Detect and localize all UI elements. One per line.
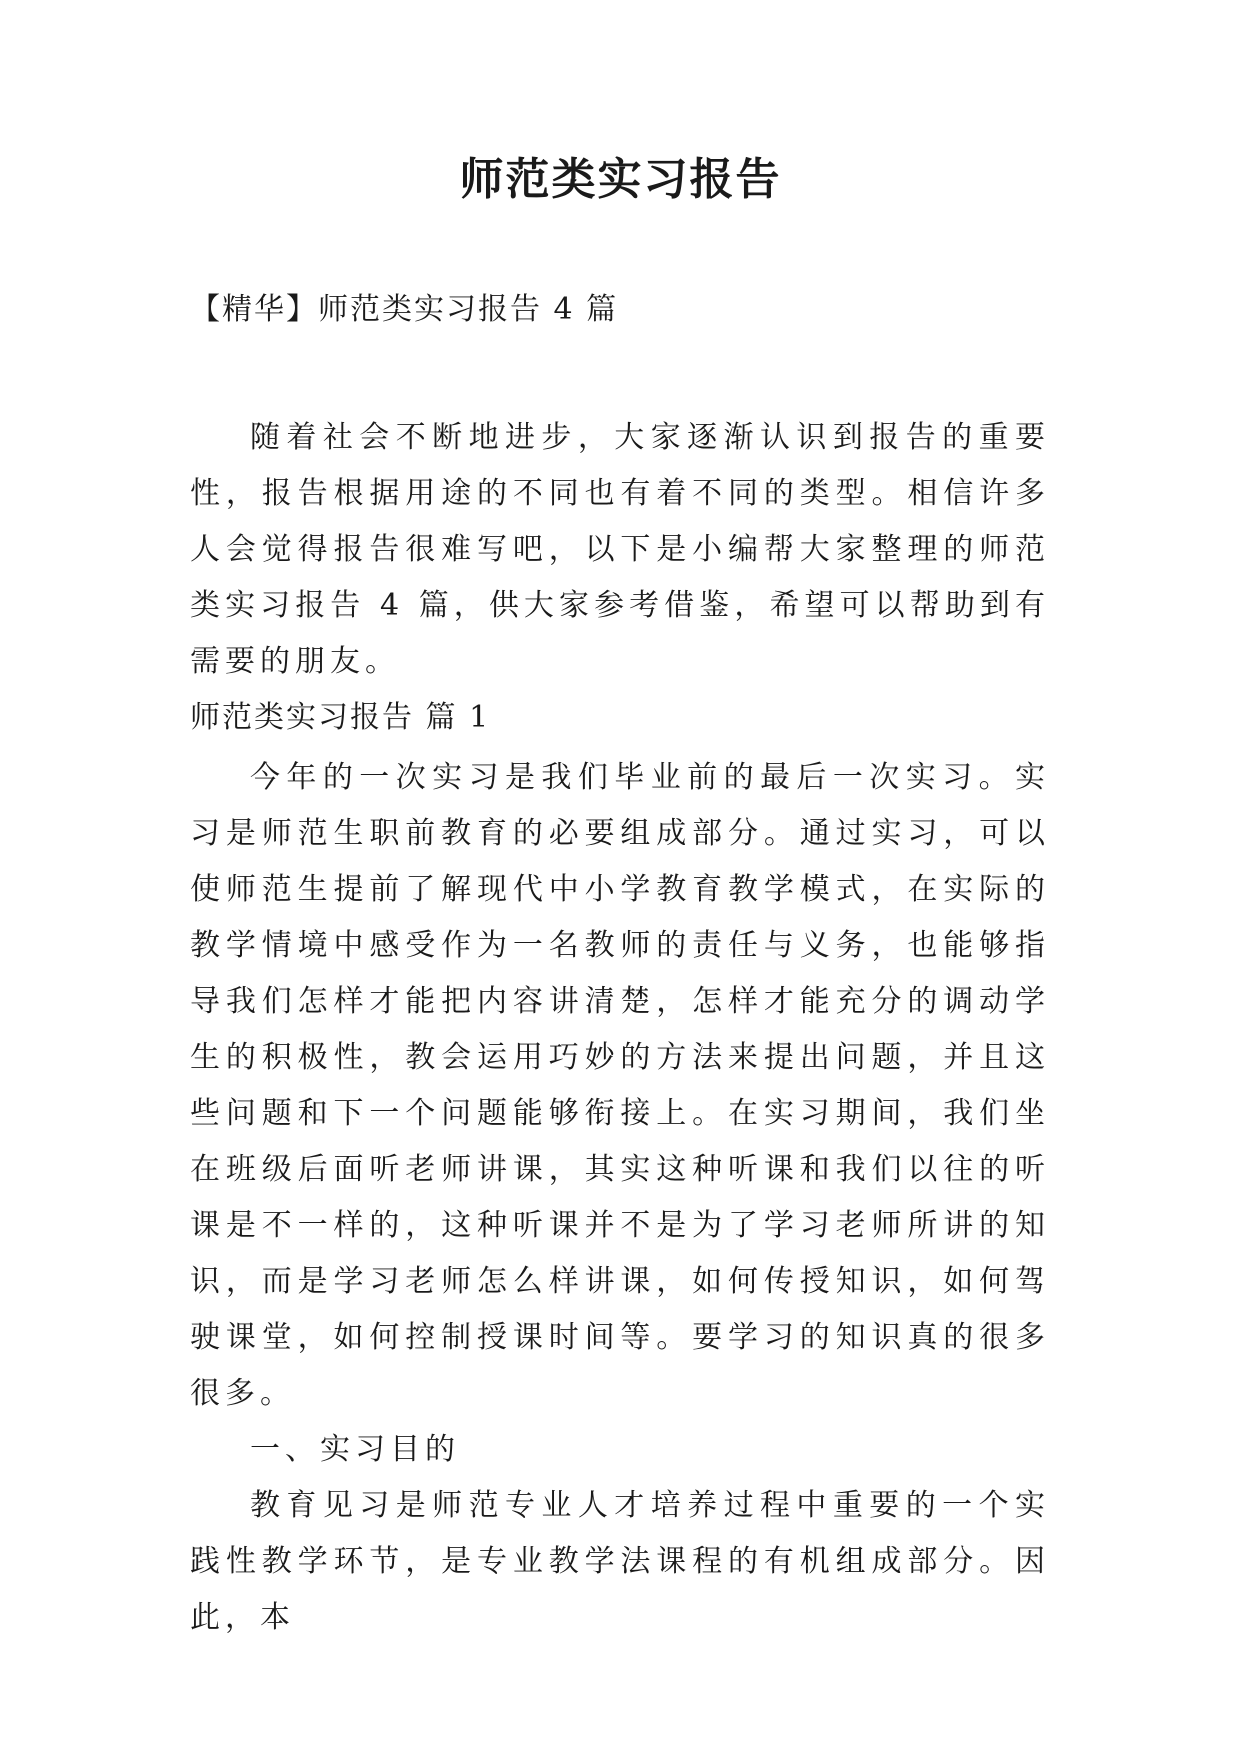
section-heading: 师范类实习报告 篇 1 bbox=[190, 700, 491, 735]
article-body bbox=[190, 750, 1050, 1646]
intro-section bbox=[190, 410, 1050, 690]
document-subtitle: 【精华】师范类实习报告 4 篇 bbox=[190, 292, 619, 327]
body-paragraph: 今年的一次实习是我们毕业前的最后一次实习。实习是师范生职前教育的必要组成部分。通过实习，可以使师范生提前了解现代中小学教育教学模式，在实际的教学情境中感受作为一名教师的责任与义务，也能够指导我们怎样才能把内容讲清楚，怎样才能充分的调动学生的积极性，教会运用巧妙的方法来提出问题，并且这些问题和下一个问题能够衔接上。在实习期间，我们坐在班级后面听老师讲课，其实这种听课和我们以往的听课是不一样的，这种听课并不是为了学习老师所讲的知识，而是学习老师怎么样讲课，如何传授知识，如何驾驶课堂，如何控制授课时间等。要学习的知识真的很多很多。 bbox=[190, 760, 1050, 1411]
document-title: 师范类实习报告 bbox=[459, 154, 782, 205]
intro-paragraph: 随着社会不断地进步，大家逐渐认识到报告的重要性，报告根据用途的不同也有着不同的类型。相信许多人会觉得报告很难写吧，以下是小编帮大家整理的师范类实习报告 4 篇，供大家参考借鉴，希望可以帮助到有需要的朋友。 bbox=[190, 420, 1050, 679]
body-paragraph: 教育见习是师范专业人才培养过程中重要的一个实践性教学环节，是专业教学法课程的有机组成部分。因此，本 bbox=[190, 1488, 1050, 1635]
body-subheading: 一、实习目的 bbox=[250, 1432, 460, 1467]
